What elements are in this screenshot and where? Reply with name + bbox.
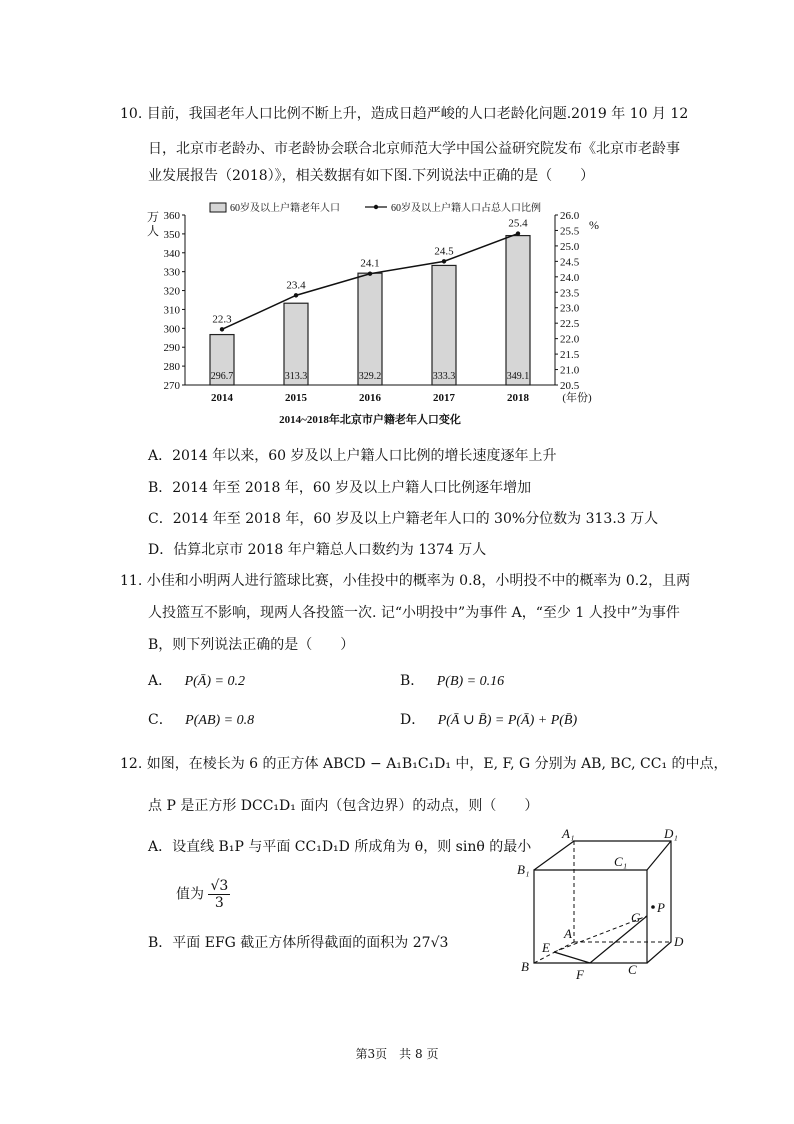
bar-value-label: 296.7 xyxy=(210,371,234,382)
q12-stem-line-2: 点 P 是正方形 DCC₁D₁ 面内（包含边界）的动点，则（ ） xyxy=(148,798,539,814)
q11-option-c-label: C． xyxy=(148,712,173,728)
q12-stem-line-1: 12. 如图，在棱长为 6 的正方体 ABCD − A₁B₁C₁D₁ 中，E, F, G 分别为 AB, BC, CC₁ 的中点， xyxy=(120,756,728,772)
ratio-value-label: 22.3 xyxy=(212,313,232,326)
bar-value-label: 329.2 xyxy=(358,371,382,382)
q12-option-a-fraction xyxy=(208,878,230,911)
q11-stem-line-2: 人投篮互不影响，现两人各投篮一次. 记“小明投中”为事件 A，“至少 1 人投中”为事件 xyxy=(148,605,680,621)
right-tick-label: 26.0 xyxy=(560,210,580,222)
right-tick-label: 21.5 xyxy=(560,349,580,362)
left-tick-label: 310 xyxy=(163,304,180,317)
cube-figure xyxy=(505,828,695,988)
right-tick-label: 23.0 xyxy=(560,302,580,315)
right-tick-label: 24.0 xyxy=(560,271,580,284)
q11-option-d-formula: P(Ā ∪ B̄) = P(Ā) + P(B̄) xyxy=(437,713,578,728)
label-f: F xyxy=(576,967,584,982)
q11-option-d xyxy=(400,711,577,730)
q11-option-c xyxy=(148,711,254,730)
ratio-point xyxy=(294,293,298,297)
population-bar xyxy=(506,236,530,385)
left-tick-label: 350 xyxy=(163,228,180,241)
q11-option-a-formula: P(Ā) = 0.2 xyxy=(184,674,245,689)
label-d1: D₁ xyxy=(664,828,678,841)
q10-stem-line-3: 业发展报告（2018）》，相关数据有如下图.下列说法中正确的是（ ） xyxy=(148,168,595,184)
left-axis-unit: 人 xyxy=(147,224,160,238)
q11-option-a-label: A． xyxy=(148,673,173,689)
ratio-point xyxy=(442,259,446,263)
right-tick-label: 24.5 xyxy=(560,256,580,269)
label-c1: C₁ xyxy=(614,854,628,869)
q12-option-a-prefix: 值为 xyxy=(176,886,204,903)
left-tick-label: 320 xyxy=(163,285,180,298)
x-tick-label: 2018 xyxy=(507,392,529,404)
population-bar xyxy=(358,273,382,385)
q12-option-b: B．平面 EFG 截正方体所得截面的面积为 27√3 xyxy=(148,935,449,951)
population-chart xyxy=(130,195,610,433)
ratio-value-label: 24.1 xyxy=(360,257,380,270)
fraction-denominator: 3 xyxy=(214,895,224,911)
right-axis-unit: % xyxy=(589,218,599,232)
ratio-point xyxy=(368,272,372,276)
label-g: G xyxy=(631,910,641,925)
left-tick-label: 280 xyxy=(163,361,180,374)
cube-segment-e-f xyxy=(554,952,590,963)
bar-value-label: 333.3 xyxy=(432,371,456,382)
ratio-point xyxy=(220,327,224,331)
right-tick-label: 20.5 xyxy=(560,380,580,392)
q11-option-b-label: B． xyxy=(400,673,425,689)
q10-option-d: D．估算北京市 2018 年户籍总人口数约为 1374 万人 xyxy=(148,542,487,558)
q11-option-d-label: D． xyxy=(400,712,426,728)
left-tick-label: 330 xyxy=(163,266,180,279)
label-p: P xyxy=(657,900,665,915)
right-tick-label: 25.0 xyxy=(560,240,580,253)
x-tick-label: 2014 xyxy=(211,392,233,404)
page-footer: 第3页 共 8 页 xyxy=(355,1047,439,1061)
label-b: B xyxy=(521,959,529,974)
ratio-value-label: 23.4 xyxy=(286,279,306,292)
label-a: A xyxy=(564,926,572,941)
q11-option-a xyxy=(148,672,245,691)
chart-title: 2014~2018年北京市户籍老年人口变化 xyxy=(279,414,461,426)
legend-bar-label: 60岁及以上户籍老年人口 xyxy=(230,203,340,214)
q10-stem-line-1: 10. 目前，我国老年人口比例不断上升，造成日趋严峻的人口老龄化问题.2019 年 10 月 12 xyxy=(120,106,689,122)
label-b1: B₁ xyxy=(517,862,530,877)
q11-option-b xyxy=(400,672,504,691)
legend-line-label: 60岁及以上户籍人口占总人口比例 xyxy=(391,203,541,214)
label-d: D xyxy=(674,934,684,949)
left-tick-label: 300 xyxy=(163,323,180,336)
point-p-dot xyxy=(651,905,655,909)
q10-option-a: A．2014 年以来，60 岁及以上户籍人口比例的增长速度逐年上升 xyxy=(148,448,557,464)
q12-option-a-line-1: A．设直线 B₁P 与平面 CC₁D₁D 所成角为 θ，则 sinθ 的最小 xyxy=(148,839,532,855)
q10-stem-line-2: 日，北京市老龄办、市老龄协会联合北京师范大学中国公益研究院发布《北京市老龄事 xyxy=(148,141,680,157)
x-tick-label: 2016 xyxy=(359,392,381,404)
q11-stem-line-3: B，则下列说法正确的是（ ） xyxy=(148,637,355,653)
q10-option-c: C．2014 年至 2018 年，60 岁及以上户籍老年人口的 30%分位数为 313.3 万人 xyxy=(148,511,659,527)
bar-value-label: 313.3 xyxy=(284,371,308,382)
right-tick-label: 22.5 xyxy=(560,318,580,331)
right-tick-label: 21.0 xyxy=(560,364,580,377)
q12-option-a-line-2 xyxy=(176,878,230,911)
q10-option-b: B．2014 年至 2018 年，60 岁及以上户籍人口比例逐年增加 xyxy=(148,480,532,496)
label-a1: A₁ xyxy=(562,828,575,841)
fraction-numerator: √3 xyxy=(210,878,229,894)
cube-top-right-edges xyxy=(534,841,671,963)
bar-value-label: 349.1 xyxy=(506,371,530,382)
ratio-point xyxy=(516,231,520,235)
label-e: E xyxy=(542,940,550,955)
x-tick-label: 2017 xyxy=(433,392,455,404)
left-axis-unit: 万 xyxy=(147,210,160,224)
ratio-value-label: 24.5 xyxy=(434,245,454,258)
legend-line-dot xyxy=(374,205,378,209)
legend-bar-swatch xyxy=(210,203,226,212)
q11-option-c-formula: P(AB) = 0.8 xyxy=(185,713,255,728)
ratio-value-label: 25.4 xyxy=(508,217,528,230)
left-tick-label: 360 xyxy=(163,210,180,222)
x-tick-label: 2015 xyxy=(285,392,307,404)
left-tick-label: 270 xyxy=(163,380,180,392)
x-axis-label: (年份) xyxy=(562,392,592,404)
left-tick-label: 340 xyxy=(163,247,180,260)
right-tick-label: 22.0 xyxy=(560,333,580,346)
label-c: C xyxy=(628,962,637,977)
left-tick-label: 290 xyxy=(163,342,180,355)
population-bar xyxy=(432,265,456,385)
q11-option-b-formula: P(B) = 0.16 xyxy=(436,674,505,689)
cube-edge-c1-d1 xyxy=(647,841,671,870)
right-tick-label: 23.5 xyxy=(560,287,580,300)
q11-stem-line-1: 11. 小佳和小明两人进行篮球比赛，小佳投中的概率为 0.8，小明投不中的概率为 0.2，且两 xyxy=(120,573,691,589)
right-tick-label: 25.5 xyxy=(560,225,580,238)
